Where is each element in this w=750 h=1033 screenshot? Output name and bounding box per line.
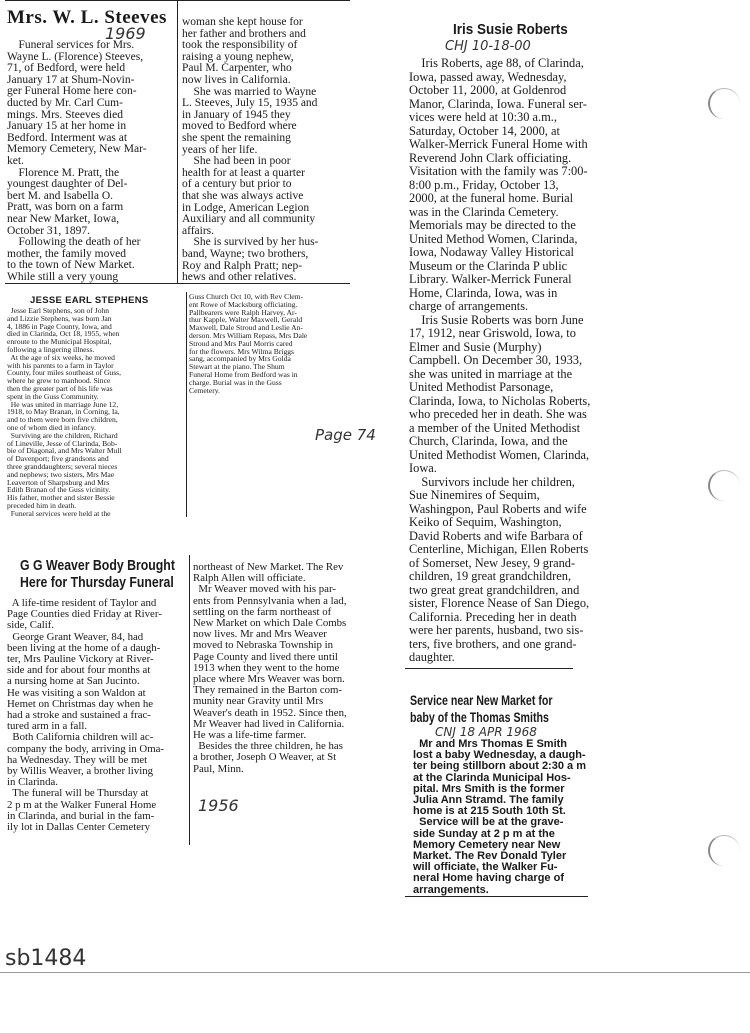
text-line: Elmer and Susie (Murphy) — [409, 339, 542, 354]
text-line: United Method Women, Clarinda, — [409, 231, 578, 246]
text-line: two great great grandchildren, and — [409, 582, 580, 597]
clipping-weaver — [5, 555, 380, 845]
text-line: January 15 at her home in — [7, 120, 127, 133]
headline: Mrs. W. L. Steeves — [7, 7, 167, 28]
text-line: Sue Ninemires of Sequim, — [409, 488, 540, 502]
handwritten-year: 1956 — [198, 796, 239, 815]
text-line: now lives. Mr and Mrs Weaver — [193, 628, 327, 641]
text-line: Funeral Home from Bedford was in — [189, 370, 298, 379]
text-line: George Grant Weaver, 84, had — [7, 630, 144, 643]
text-line: The funeral will be Thursday at — [7, 787, 149, 800]
text-line: Leaverton of Sharpsburg and Mrs — [7, 477, 110, 487]
text-line: then the greater part of his life was — [7, 384, 113, 393]
text-line: She is survived by her hus- — [182, 236, 319, 249]
text-line: in Clarinda. — [7, 776, 58, 789]
text-line: Stewart at the piano. The Shum — [189, 362, 285, 372]
text-line: at the Clarinda Municipal Hos- — [413, 771, 571, 784]
text-line: died in Clarinda, Oct 18, 1955, when — [7, 329, 120, 339]
text-line: Saturday, October 14, 2000, at — [409, 123, 560, 138]
text-line: 71, of Bedford, were held — [7, 62, 126, 75]
text-line: Reverend John Clark officiating. — [409, 150, 572, 165]
text-line: of Lineville, Jesse of Clarinda, Bob- — [7, 438, 118, 448]
text-line: place where Mrs Weaver was born. — [193, 673, 345, 685]
text-line: a brother, Joseph O Weaver, at St — [193, 751, 337, 764]
text-line: band, Wayne; two brothers, — [182, 248, 309, 260]
text-line: Surviving are the children, Richard — [7, 430, 118, 440]
text-line: Page County and lived there until — [193, 650, 338, 663]
text-line: Library. Walker-Merrick Funeral — [409, 272, 572, 286]
text-line: for the flowers. Mrs Wilma Briggs — [189, 346, 295, 356]
text-line: Florence M. Pratt, the — [7, 166, 120, 179]
text-line: Survivors include her children, — [409, 474, 575, 489]
text-line: He was visiting a son Waldon at — [7, 686, 146, 699]
punch-hole — [708, 470, 740, 501]
clipping-roberts — [405, 15, 595, 670]
text-line: Campbell. On December 30, 1933, — [409, 353, 583, 367]
text-line: preceded him in death. — [7, 501, 77, 510]
text-line: Maxwell, Dale Stroud and Leslie An- — [189, 323, 303, 333]
text-line: been living at the home of a daugh- — [7, 641, 161, 654]
text-line: Pallbearers were Ralph Harvey, Ar- — [189, 307, 297, 317]
text-line: Iowa. — [409, 461, 437, 475]
text-line: of a century but prior to — [182, 178, 292, 191]
text-line: Paul M. Carpenter, who — [182, 62, 292, 75]
text-line: Auxiliary and all community — [182, 213, 316, 226]
text-line: youngest daughter of Del- — [7, 178, 128, 191]
text-line: Weaver's death in 1952. Since then, — [193, 706, 347, 719]
text-line: Hemet on Christmas day when he — [7, 697, 154, 710]
text-line: Visitation with the family was 7:00- — [409, 164, 588, 178]
text-line: lost a baby Wednesday, a daugh- — [413, 749, 586, 762]
text-line: and to them were born five children, — [7, 415, 118, 425]
text-line: Centerline, Michigan, Ellen Roberts — [409, 542, 589, 556]
text-line: New Market on which Dale Combs — [193, 617, 347, 629]
text-line: Manor, Clarinda, Iowa. Funeral ser- — [409, 96, 587, 111]
headline: baby of the Thomas Smiths — [410, 709, 549, 725]
text-line: 17, 1912, near Griswold, Iowa, to — [409, 326, 576, 340]
text-line: three granddaughters; several nieces — [7, 462, 118, 471]
text-line: who preceded her in death. She was — [409, 407, 587, 421]
text-line: 2000, at the funeral home. Burial — [409, 191, 574, 205]
text-line: was in the Clarinda Cemetery. — [409, 204, 559, 219]
text-line: northeast of New Market. The Rev — [193, 561, 344, 573]
text-line: company the body, arriving in Oma- — [7, 742, 165, 755]
text-line: L. Steeves, July 15, 1935 and — [182, 97, 318, 110]
handwritten-date: CHJ 10-18-00 — [445, 39, 531, 54]
text-line: Keiko of Sequim, Washington, — [409, 515, 562, 529]
text-line: Funeral services for Mrs. — [7, 39, 135, 51]
text-line: Stroud and Mrs Paul Morris cared — [189, 338, 293, 348]
handwritten-page-number: Page 74 — [315, 426, 376, 444]
text-line: October 31, 1897. — [7, 224, 91, 237]
text-line: were her parents, husband, two sis- — [409, 623, 584, 637]
text-line: 4, 1886 in Page County, Iowa, and — [7, 321, 112, 331]
text-line: Cemetery. — [189, 385, 220, 395]
text-line: one of whom died in infancy. — [7, 423, 96, 432]
text-line: Service will be at the grave- — [413, 816, 564, 829]
text-line: a nursing home at San Jucinto. — [7, 675, 140, 688]
text-line: Memory Cemetery, New Mar- — [7, 143, 147, 156]
text-line: pital. Mrs Smith is the former — [413, 782, 565, 795]
text-line: side, Calif. — [7, 619, 55, 632]
text-line: munity near Gravity until Mrs — [193, 695, 324, 708]
text-line: moved to Nebraska Township in — [193, 639, 333, 652]
text-line: A life-time resident of Taylor and — [7, 597, 157, 609]
text-line: health for at least a quarter — [182, 166, 305, 179]
text-line: to the town of New Market. — [7, 259, 135, 272]
text-line: ents from Pennsylvania when a lad, — [193, 594, 347, 607]
text-line: raising a young nephew, — [182, 50, 294, 63]
text-line: Jesse Earl Stephens, son of John — [7, 306, 110, 315]
text-line: ily lot in Dallas Center Cemetery — [7, 821, 151, 833]
text-line: ha Wednesday. They will be met — [7, 753, 148, 766]
text-line: 8:00 p.m., Friday, October 13, — [409, 177, 559, 192]
text-line: now lives in California. — [182, 74, 291, 86]
text-line: enroute to the Municipal Hospital, — [7, 337, 112, 347]
text-line: and Lizzie Stephens, was born Jan — [7, 313, 112, 323]
text-line: Paul, Minn. — [193, 762, 244, 775]
text-line: ter, Mrs Pauline Vickory at River- — [7, 653, 154, 665]
text-line: where he grew to manhood. Since — [7, 376, 111, 386]
divider — [405, 668, 573, 669]
text-line: hews and other relatives. — [182, 271, 297, 284]
text-line: Church, Clarinda, Iowa, and the — [409, 434, 568, 448]
text-line: spent in the Guss Community. — [7, 391, 99, 401]
text-line: daughter. — [409, 650, 455, 664]
text-line: While still a very young — [7, 271, 119, 283]
text-line: Iowa, Nodaway Valley Historical — [409, 245, 574, 259]
page-label: sb1484 — [5, 946, 87, 971]
text-line: in Lodge, American Legion — [182, 201, 310, 214]
text-line: she spent the remaining — [182, 132, 291, 144]
clipping-smith — [405, 693, 590, 903]
text-line: home is at 215 South 10th St. — [413, 805, 566, 818]
text-line: Edith Branan of the Guss vicinity. — [7, 485, 111, 495]
text-line: Besides the three children, he has — [193, 740, 343, 753]
text-line: neral Home having charge of — [413, 872, 564, 885]
text-line: in January of 1945 they — [182, 108, 291, 121]
text-line: ger Funeral Home here con- — [7, 85, 137, 98]
text-line: Washingpon, Paul Roberts and wife — [409, 501, 587, 516]
text-line: by Willis Weaver, a brother living — [7, 765, 153, 777]
text-line: They remained in the Barton com- — [193, 684, 343, 697]
text-line: Memory Cemetery near New — [413, 838, 561, 851]
text-line: He was united in marriage June 12, — [7, 399, 119, 409]
text-line: She had been in poor — [182, 155, 291, 168]
text-line: with his parents to a farm in Taylor — [7, 360, 114, 370]
text-line: took the responsibility of — [182, 39, 298, 52]
headline: G G Weaver Body Brought — [20, 557, 175, 574]
text-line: arrangements. — [413, 883, 489, 896]
text-line: thur Kapple, Walter Maxwell, Gerald — [189, 315, 303, 325]
text-line: sang, accompanied by Mrs Golda — [189, 354, 291, 364]
text-line: sister, Florence Nease of San Diego, — [409, 596, 590, 610]
text-line: Ralph Allen will officiate. — [193, 572, 306, 585]
bottom-edge-line — [0, 972, 750, 973]
text-line: near New Market, Iowa, — [7, 213, 120, 225]
text-line: following a lingering illness. — [7, 345, 95, 354]
text-line: Funeral services were held at the — [7, 508, 111, 518]
text-line: vices were held at 10:30 a.m., — [409, 110, 557, 124]
punch-hole — [708, 835, 740, 866]
text-line: woman she kept house for — [182, 16, 303, 28]
clipping-stephens — [5, 292, 385, 522]
text-line: Both California children will ac- — [7, 731, 154, 744]
text-line: bie of Diagonal, and Mrs Walter Mull — [7, 446, 122, 456]
punch-hole — [708, 88, 740, 119]
text-line: years of her life. — [182, 143, 258, 156]
text-line: 1913 when they went to the home — [193, 661, 340, 674]
text-line: January 17 at Shum-Novin- — [7, 73, 135, 86]
divider — [177, 0, 178, 283]
text-line: Bedford. Interment was at — [7, 131, 128, 144]
text-line: October 11, 2000, at Goldenrod — [409, 83, 567, 97]
text-line: Wayne L. (Florence) Steeves, — [7, 50, 144, 63]
text-line: Page Counties died Friday at River- — [7, 608, 162, 621]
text-line: children, 19 great grandchildren, — [409, 569, 572, 583]
clipping-steeves — [5, 0, 350, 285]
text-line: mings. Mrs. Steeves died — [7, 108, 123, 121]
text-line: bert M. and Isabella O. — [7, 189, 114, 202]
text-line: charge of arrangements. — [409, 299, 529, 313]
handwritten-date: CNJ 18 APR 1968 — [435, 725, 537, 739]
text-line: 1918, to May Branan, in Corning, Ia, — [7, 407, 120, 417]
text-line: California. Preceding her in death — [409, 609, 577, 624]
text-line: His father, mother and sister Bessie — [7, 493, 115, 503]
text-line: David Roberts and wife Barbara of — [409, 528, 583, 543]
text-line: of Davenport; five grandsons and — [7, 454, 109, 464]
text-line: Memorials may be directed to the — [409, 218, 576, 232]
text-line: Pratt, was born on a farm — [7, 201, 124, 214]
text-line: ters, five brothers, and one grand- — [409, 636, 577, 651]
text-line: Market. The Rev Donald Tyler — [413, 850, 567, 862]
text-line: moved to Bedford where — [182, 120, 297, 133]
text-line: 2 p m at the Walker Funeral Home — [7, 798, 157, 811]
headline: JESSE EARL STEPHENS — [30, 295, 149, 306]
text-line: He was a life-time farmer. — [193, 729, 307, 741]
text-line: Julia Ann Stramd. The family — [413, 794, 564, 806]
text-line: United Methodist Parsonage, — [409, 380, 554, 394]
text-line: of Somerset, New Jesey, 9 grand- — [409, 555, 576, 570]
text-line: will officiate, the Walker Fu- — [413, 861, 558, 874]
divider — [405, 896, 588, 897]
text-line: Mr and Mrs Thomas E Smith — [413, 738, 568, 750]
text-line: ket. — [7, 155, 24, 167]
text-line: she was united in marriage at the — [409, 366, 573, 381]
text-line: that she was always active — [182, 190, 304, 202]
headline: Service near New Market for — [410, 692, 553, 708]
text-line: Iris Susie Roberts was born June — [409, 312, 584, 327]
text-line: At the age of six weeks, he moved — [7, 352, 115, 362]
text-line: side Sunday at 2 p m at the — [413, 827, 555, 840]
text-line: in Clarinda, and burial in the fam- — [7, 809, 155, 822]
text-line: ent Rowe of Macksburg officiating. — [189, 299, 298, 309]
headline: Here for Thursday Funeral — [20, 574, 174, 591]
text-line: a member of the United Methodist — [409, 420, 581, 435]
text-line: and nephews; two sisters, Mrs Mae — [7, 469, 115, 479]
text-line: Iowa, passed away, Wednesday, — [409, 69, 567, 84]
text-line: Following the death of her — [7, 236, 141, 249]
text-line: her father and brothers and — [182, 27, 306, 40]
text-line: derson. Mrs William Repass, Mrs Dale — [189, 331, 308, 340]
text-line: Mr Weaver moved with his par- — [193, 583, 336, 596]
text-line: charge. Burial was in the Guss — [189, 377, 282, 387]
text-line: County, four miles southeast of Guss, — [7, 368, 122, 378]
text-line: mother, the family moved — [7, 247, 126, 260]
text-line: Museum or the Clarinda P ublic — [409, 258, 568, 273]
divider — [5, 283, 350, 284]
handwritten-year: 1969 — [105, 24, 146, 43]
text-line: United Methodist Women, Clarinda, — [409, 447, 590, 462]
text-line: Clarinda, Iowa, to Nicholas Roberts, — [409, 393, 591, 408]
text-line: She was married to Wayne — [182, 85, 317, 98]
divider — [189, 555, 190, 845]
text-line: Walker-Merrick Funeral Home with — [409, 137, 588, 151]
headline: Iris Susie Roberts — [453, 21, 568, 38]
text-line: affairs. — [182, 224, 215, 237]
text-line: Roy and Ralph Pratt; nep- — [182, 259, 303, 272]
text-line: side and for about four months at — [7, 664, 151, 677]
text-line: tured arm in a fall. — [7, 720, 88, 733]
text-line: Mr Weaver had lived in California. — [193, 717, 345, 730]
text-line: Iris Roberts, age 88, of Clarinda, — [409, 56, 584, 70]
text-line: had a stroke and sustained a frac- — [7, 709, 151, 721]
text-line: Home, Clarinda, Iowa, was in — [409, 285, 558, 300]
text-line: ducted by Mr. Carl Cum- — [7, 97, 123, 109]
text-line: ter being stillborn about 2:30 a m — [413, 760, 586, 773]
divider — [186, 292, 187, 517]
text-line: settling on the farm northeast of — [193, 605, 332, 618]
text-line: Guss Church Oct 10, with Rev Clem- — [189, 292, 304, 301]
